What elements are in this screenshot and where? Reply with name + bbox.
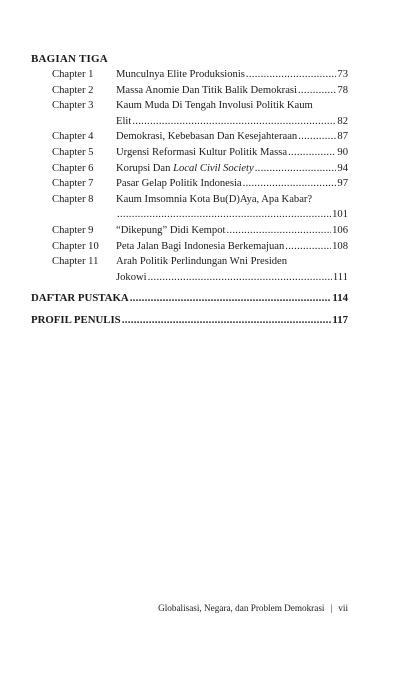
chapter-title: Arah Politik Perlindungan Wni Presiden [116, 256, 288, 268]
page-number: 94 [337, 162, 348, 174]
chapter-title: Korupsi Dan Local Civil Society [116, 162, 254, 174]
page-number: 73 [337, 69, 348, 80]
chapter-label: Chapter 10 [52, 240, 99, 252]
toc-entry-chapter-4[interactable] [0, 129, 401, 145]
chapter-label: Chapter 7 [52, 178, 94, 190]
page-number: 101 [332, 209, 348, 221]
chapter-label: Chapter 2 [52, 84, 94, 96]
toc-list [0, 67, 401, 285]
chapter-label: Chapter 3 [52, 100, 94, 112]
toc-entry-chapter-9[interactable] [0, 223, 401, 239]
chapter-title-continued: Elit [116, 115, 132, 127]
toc-entry-chapter-11[interactable] [0, 254, 401, 285]
page-number: 82 [337, 115, 348, 127]
chapter-title-italic: Local Civil Society [173, 162, 254, 174]
toc-entry-chapter-7[interactable] [0, 176, 401, 192]
dot-leader [246, 67, 337, 83]
dot-leader [226, 223, 331, 239]
chapter-title: Urgensi Reformasi Kultur Politik Massa [116, 146, 288, 158]
chapter-title: Massa Anomie Dan Titik Balik Demokrasi [116, 84, 297, 96]
dot-leader [130, 292, 332, 304]
folio: vii [338, 603, 348, 613]
back-matter-title: DAFTAR PUSTAKA [31, 292, 129, 304]
toc-entry-daftar-pustaka[interactable] [31, 292, 348, 307]
chapter-label: Chapter 11 [52, 256, 99, 268]
toc-entry-chapter-5[interactable] [0, 145, 401, 161]
footer-divider: | [330, 603, 333, 613]
running-title: Globalisasi, Negara, dan Problem Demokrasi [158, 603, 325, 613]
page-number: 97 [337, 178, 348, 190]
toc-entry-chapter-2[interactable] [0, 83, 401, 99]
chapter-title: Munculnya Elite Produksionis [116, 69, 245, 80]
dot-leader [298, 129, 336, 145]
page-number: 111 [332, 271, 348, 283]
dot-leader [298, 83, 336, 99]
page-number: 90 [337, 146, 348, 158]
chapter-label: Chapter 1 [52, 69, 94, 80]
toc-entry-chapter-8[interactable] [0, 192, 401, 223]
chapter-label: Chapter 6 [52, 162, 94, 174]
chapter-title: “Dikepung” Didi Kempot [116, 224, 226, 236]
chapter-title: Peta Jalan Bagi Indonesia Berkemajuan [116, 240, 285, 252]
page-number: 117 [332, 314, 348, 326]
chapter-title: Kaum Imsomnia Kota Bu(D)Aya, Apa Kabar? [116, 193, 313, 205]
dot-leader [285, 239, 331, 255]
page-number: 108 [332, 240, 348, 252]
chapter-title: Demokrasi, Kebebasan Dan Kesejahteraan [116, 131, 298, 143]
dot-leader [117, 207, 331, 223]
toc-entry-chapter-1[interactable] [0, 67, 401, 83]
chapter-label: Chapter 9 [52, 224, 94, 236]
chapter-label: Chapter 4 [52, 131, 94, 143]
chapter-label: Chapter 5 [52, 146, 94, 158]
chapter-title-continued: Jokowi [116, 271, 147, 283]
page-footer [0, 603, 348, 613]
dot-leader [132, 114, 336, 130]
dot-leader [243, 176, 337, 192]
dot-leader [255, 161, 337, 177]
toc-entry-chapter-3[interactable] [0, 98, 401, 129]
toc-entry-chapter-6[interactable] [0, 161, 401, 177]
chapter-title: Pasar Gelap Politik Indonesia [116, 178, 242, 190]
page-number: 78 [337, 84, 348, 96]
section-title: BAGIAN TIGA [31, 53, 108, 65]
chapter-title: Kaum Muda Di Tengah Involusi Politik Kaum [116, 100, 313, 112]
page-number: 87 [337, 131, 348, 143]
dot-leader [288, 145, 336, 161]
chapter-label: Chapter 8 [52, 193, 94, 205]
toc-entry-chapter-10[interactable] [0, 239, 401, 255]
back-matter-title: PROFIL PENULIS [31, 314, 121, 326]
dot-leader [122, 314, 332, 326]
page-number: 114 [332, 292, 348, 304]
dot-leader [148, 270, 332, 286]
page-number: 106 [332, 224, 348, 236]
toc-entry-profil-penulis[interactable] [31, 314, 348, 329]
